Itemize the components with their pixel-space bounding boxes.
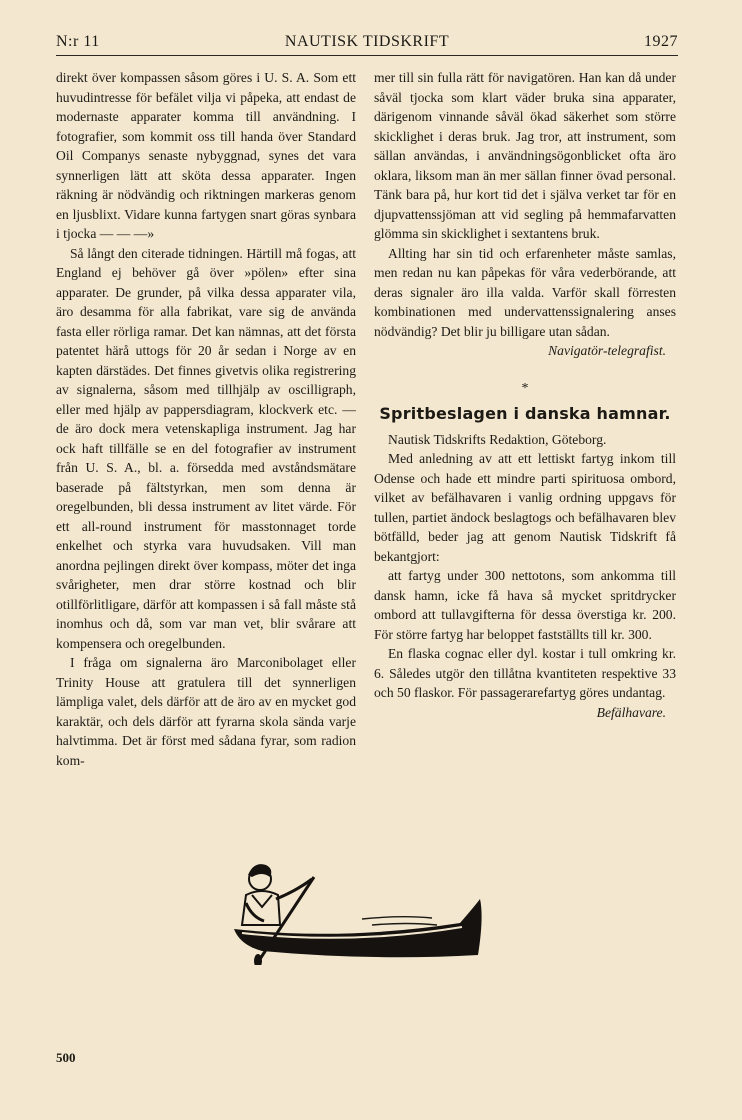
paragraph: mer till sin fulla rätt för navigatören. Han kan då under såväl tjocka som klart väder bruka sina apparater, därigenom vinnande såväl ökad säkerhet som större skicklighet i deras bruk. Jag tror, att instrument, som sällan användas, i användningsögonblicket ofta äro oklara, liksom man än mer sällan finner övad personal. Tänk bara på, hur kort tid det i själva verket tar för en djupvattenssjöman att vid segling på hemmafarvatten glömma sin skicklighet i sextantens bruk.	[374, 70, 676, 241]
paragraph: I fråga om signalerna äro Marconibolaget eller Trinity House att gratulera till det synnerligen lämpliga valet, dels därför att de äro av en mycket god karaktär, och dels därför att fyrarna skola sända varje halvtimma. Det är först med sådana fyrar, som radion kom-	[56, 655, 356, 768]
page-number: 500	[56, 1050, 76, 1065]
year: 1927	[644, 33, 678, 50]
header-rule	[56, 55, 678, 56]
left-column	[56, 68, 356, 770]
paragraph: Allting har sin tid och erfarenheter måste samlas, men redan nu kan påpekas för våra vederbörande, att deras signaler äro illa valda. Varför skall förresten kombinationen med undervattenssignalering anses nödvändig? Det blir ju billigare utan sådan.	[374, 245, 676, 339]
paragraph: Med anledning av att ett lettiskt fartyg inkom till Odense och hade ett mindre parti spirituosa ombord, vilket av befälhavaren i vanlig ordning uppgavs för tullen, partiet ändock beslagtogs och befälhavaren blev bötfälld, beder jag att genom Nautisk Tidskrift få bekantgjort:	[374, 451, 676, 564]
paragraph: direkt över kompassen såsom göres i U. S. A. Som ett huvudintresse för befälet vilja vi påpeka, att endast de modernaste apparater komma till användning. I fotografier, som kommit oss till handa över Standard Oil Companys senaste nybyggnad, synes det vara synnerligen lätt att sköta dessa apparater. Ingen räkning är nödvändig och riktningen markeras genom en ljusblixt. Vidare kunna fartygen snart göras synbara i tjocka — — —»	[56, 70, 356, 241]
paragraph: att fartyg under 300 nettotons, som ankomma till dansk hamn, icke få hava så mycket spritdrycker ombord att tullavgifterna för dessa överstiga kr. 200. För större fartyg har beloppet fastställts till kr. 300.	[374, 568, 676, 642]
signature: Navigatör-telegrafist.	[548, 343, 666, 358]
signature: Befälhavare.	[596, 704, 666, 720]
canoe-illustration	[222, 855, 492, 965]
paragraph: En flaska cognac eller dyl. kostar i tull omkring kr. 6. Således utgör den tillåtna kvantiteten respektive 33 och 50 flaskor. För passagerarefartyg göres undantag.	[374, 646, 676, 700]
section-separator: *	[521, 380, 529, 396]
address-line: Nautisk Tidskrifts Redaktion, Göteborg.	[388, 431, 607, 447]
paragraph: Så långt den citerade tidningen. Härtill må fogas, att England ej behöver gå över »pölen» efter sina apparater. De grunder, på vilka dessa apparater vila, äro desamma för alla fabrikat, vare sig de använda fasta eller rörliga ramar. Det kan nämnas, att det första patentet härå uttogs för 20 år sedan i Norge av en kapten därstädes. Det finnes givetvis olika registrering av signalerna, såsom med tillhjälp av oscilligraph, eller med hjälp av pappersdiagram, klockverk etc. — de äro dock mera vetenskapliga instrument. Jag har ock haft tillfälle se en del fotografier av instrument från U. S. A., bl. a. försedda med avståndsmätare baserade på fältstyrkan, men som denna är oregelbunden, bli dessa instrument av litet värde. För ett all-round instrument för masstonnaget torde enkelhet och styrka vara huvudsaken. Vill man anordna pejlingen direkt över kompass, möter det inga svårigheter, men drar större kostnad och blir otillförlitligare, därför att kompassen i så fall måste stå inomhus och då, som var man vet, blir svårare att kompensera och oregelbunden.	[56, 245, 356, 651]
article-title: Spritbeslagen i danska hamnar.	[379, 404, 671, 423]
magazine-title: NAUTISK TIDSKRIFT	[284, 33, 450, 50]
issue-number: N:r 11	[56, 33, 100, 50]
right-column	[374, 68, 676, 722]
page-header	[56, 33, 678, 57]
